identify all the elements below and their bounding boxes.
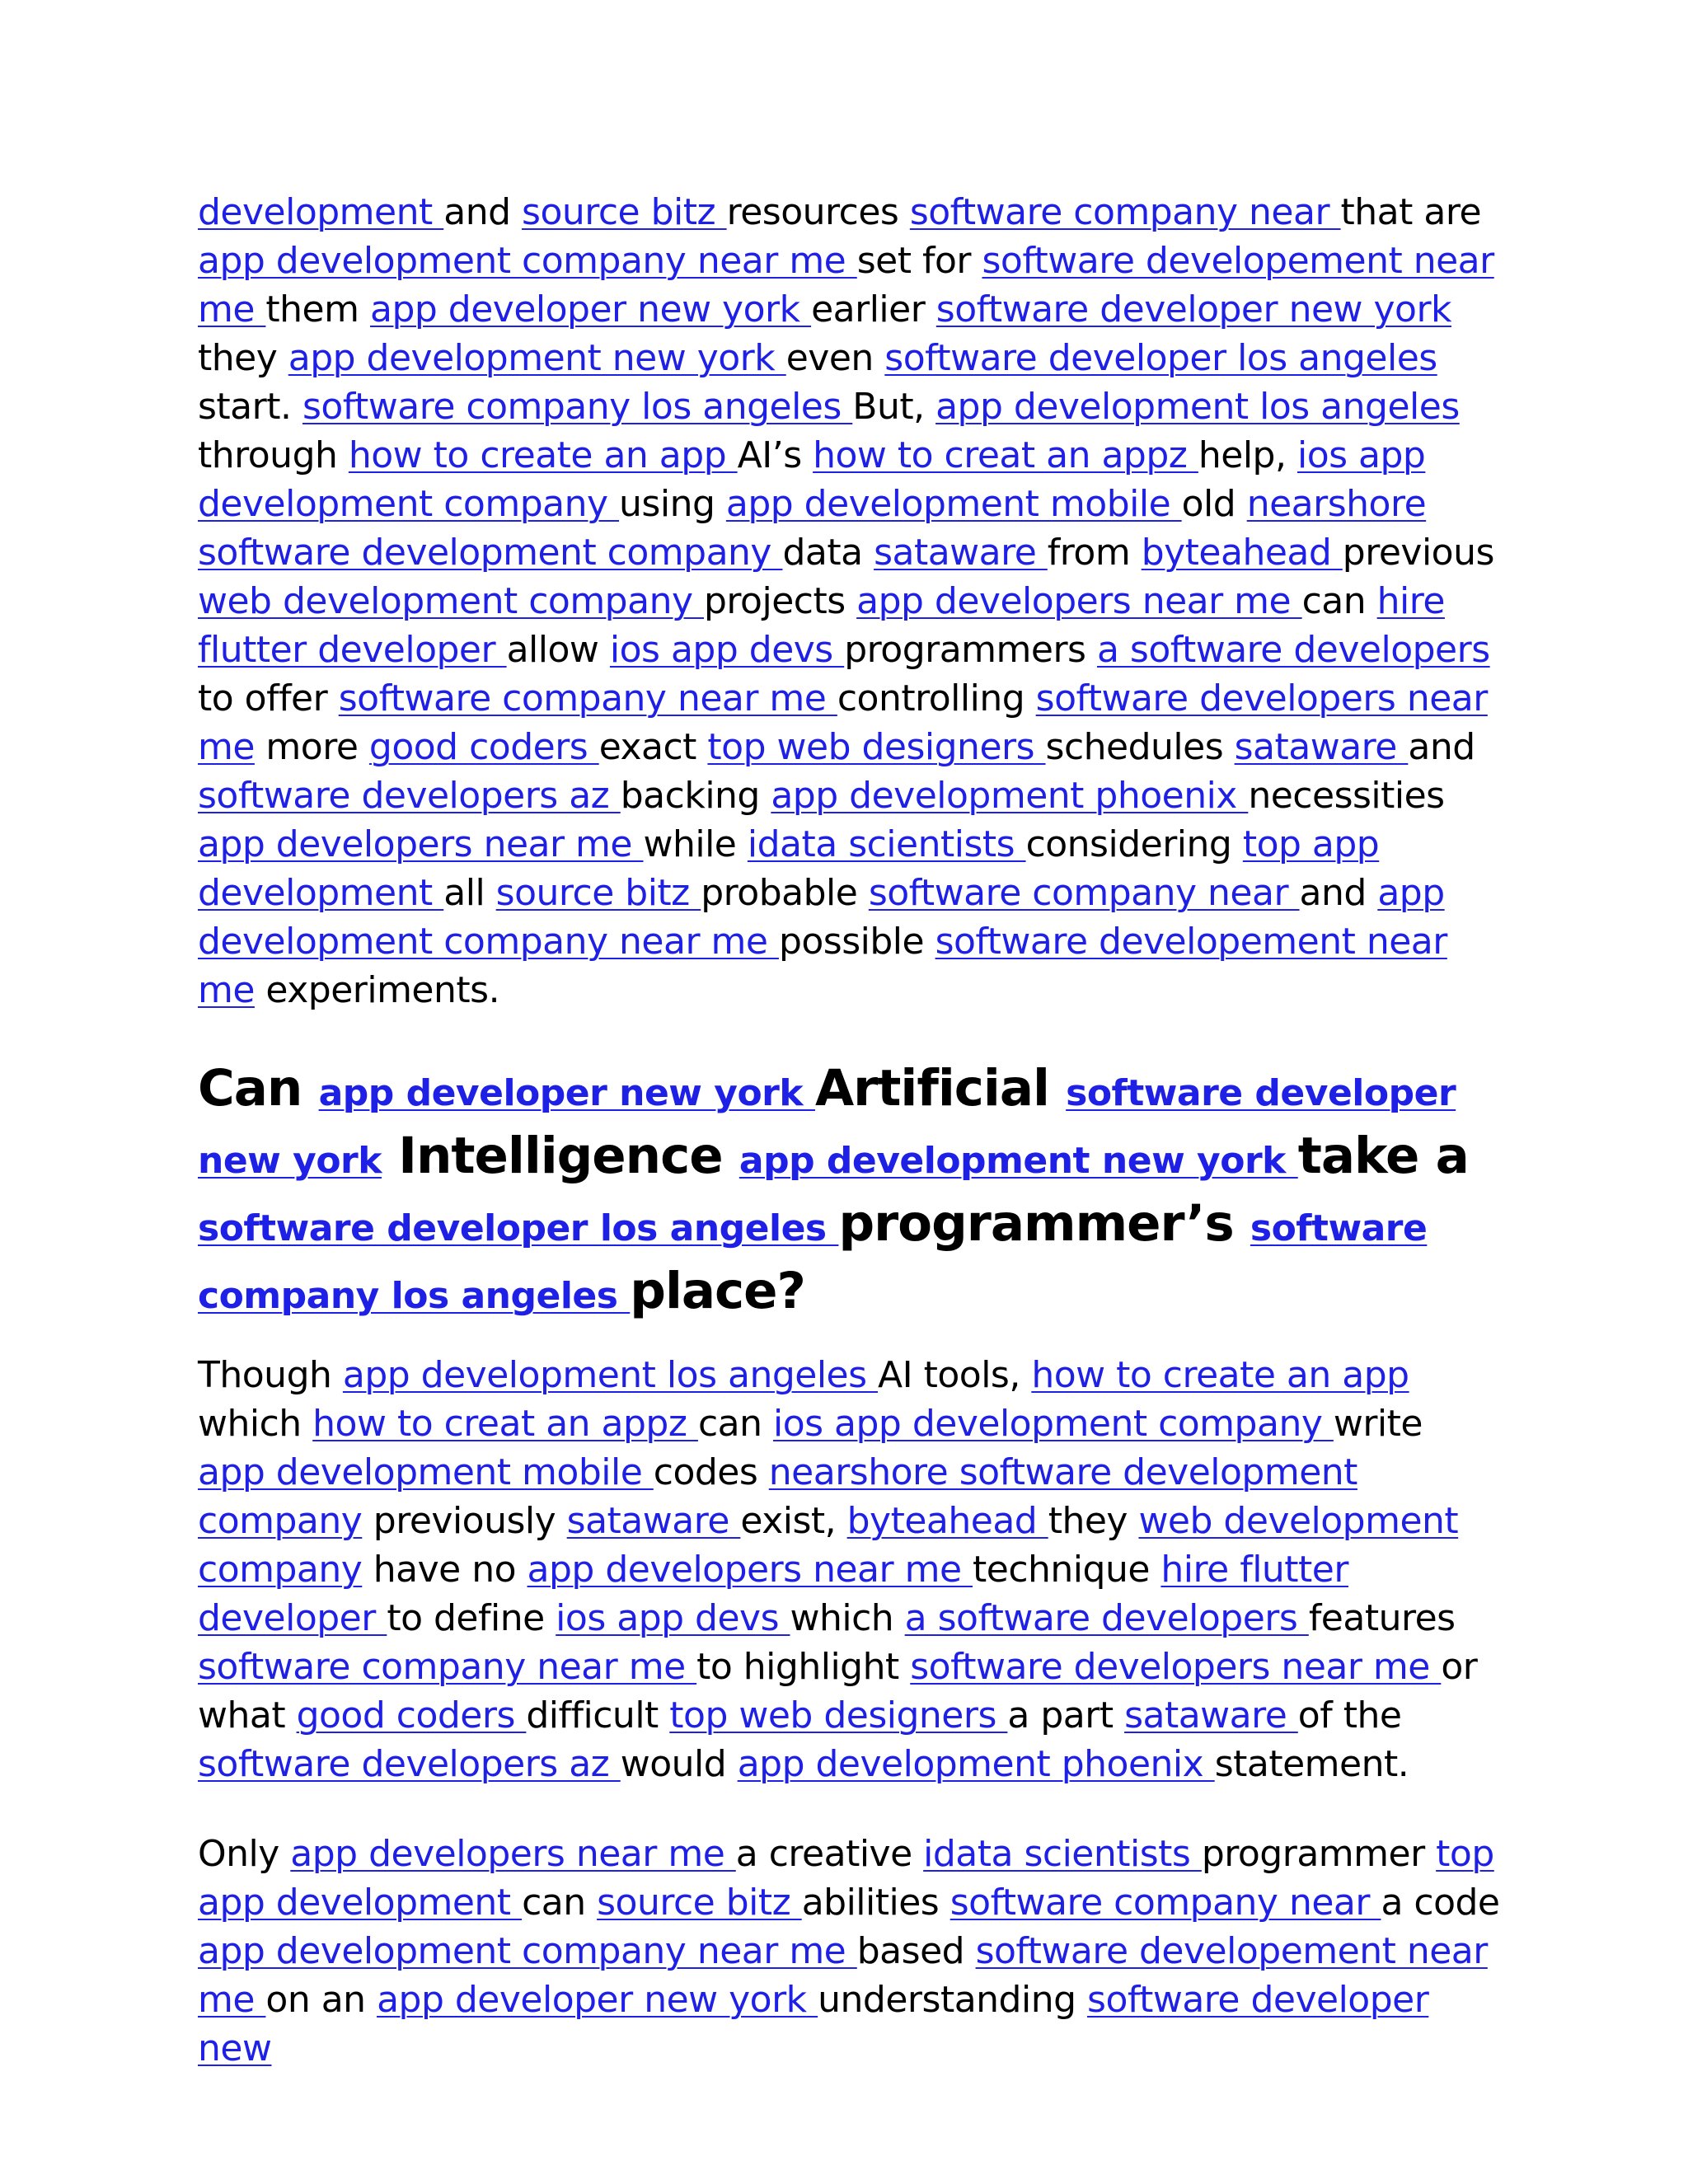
body-text: programmer (1201, 1833, 1437, 1875)
inline-link[interactable]: app development phoenix (737, 1743, 1215, 1785)
body-text: they (198, 337, 288, 379)
inline-link[interactable]: software company near (868, 872, 1300, 914)
body-text: codes (653, 1451, 769, 1493)
body-text: previously (362, 1500, 567, 1542)
inline-link[interactable]: a software developers (904, 1597, 1309, 1639)
body-text: more (254, 726, 369, 768)
inline-link[interactable]: software developer new york (935, 288, 1452, 330)
body-text: and (443, 191, 523, 233)
body-text: earlier (811, 288, 936, 330)
heading-text: place? (630, 1262, 805, 1320)
body-text: Though (198, 1354, 343, 1396)
inline-link[interactable]: app development mobile (725, 483, 1182, 525)
body-text: to define (387, 1597, 556, 1639)
body-text: possible (778, 921, 935, 963)
body-text: technique (973, 1549, 1161, 1591)
section-heading (198, 1057, 1500, 1328)
body-text: features (1308, 1597, 1456, 1639)
inline-link[interactable]: software developement near me (198, 921, 1447, 1011)
body-text: controlling (837, 677, 1036, 719)
inline-link[interactable]: ios app development company (198, 434, 1426, 525)
body-text: can (697, 1403, 773, 1445)
inline-link[interactable]: how to creat an appz (813, 434, 1198, 476)
heading-text: Artificial (814, 1059, 1067, 1118)
inline-link[interactable]: software developement near me (198, 1930, 1488, 2021)
body-text: and (1299, 872, 1378, 914)
inline-link[interactable]: sataware (1124, 1694, 1298, 1736)
inline-link[interactable]: software company near (909, 191, 1341, 233)
inline-link[interactable]: app developer new york (369, 288, 812, 330)
body-text: resources (726, 191, 910, 233)
inline-link[interactable]: app developers near me (527, 1549, 973, 1591)
inline-link[interactable]: software company near me (338, 677, 837, 719)
inline-link[interactable]: top web designers (669, 1694, 1008, 1736)
body-text: would (620, 1743, 738, 1785)
inline-link[interactable]: software developers near me (198, 677, 1488, 768)
body-text: can (522, 1882, 598, 1924)
body-text: to offer (198, 677, 339, 719)
inline-link[interactable]: software developers az (198, 1743, 621, 1785)
inline-link[interactable]: ios app devs (609, 629, 845, 671)
inline-link[interactable]: good coders (296, 1694, 527, 1736)
body-text: backing (620, 775, 771, 817)
inline-link[interactable]: software company near me (198, 1646, 697, 1688)
body-text: data (782, 532, 874, 574)
body-text: programmers (844, 629, 1097, 671)
inline-link[interactable]: app development company near me (198, 1930, 857, 1972)
heading-text: Intelligence (382, 1127, 739, 1185)
body-text: can (1301, 580, 1377, 622)
body-text: schedules (1045, 726, 1235, 768)
paragraph-3 (198, 1830, 1500, 2073)
body-text: previous (1342, 532, 1494, 574)
body-text: set for (856, 240, 982, 282)
inline-link[interactable]: source bitz (597, 1882, 802, 1924)
inline-link[interactable]: sataware (874, 532, 1048, 574)
inline-link[interactable]: byteahead (1141, 532, 1343, 574)
body-text: allow (506, 629, 610, 671)
inline-link[interactable]: nearshore software development company (198, 1451, 1357, 1542)
inline-link[interactable]: source bitz (522, 191, 727, 233)
inline-link[interactable]: app development new york (288, 337, 786, 379)
inline-link[interactable]: byteahead (846, 1500, 1048, 1542)
inline-link[interactable]: how to create an app (348, 434, 738, 476)
body-text: which (198, 1403, 313, 1445)
inline-link[interactable]: sataware (566, 1500, 741, 1542)
inline-link[interactable]: software company los angeles (302, 386, 853, 428)
inline-link[interactable]: software developer los angeles (884, 337, 1437, 379)
body-text: difficult (526, 1694, 670, 1736)
body-text: projects (704, 580, 857, 622)
body-text: exact (598, 726, 708, 768)
inline-link[interactable]: development (198, 191, 444, 233)
body-text: old (1181, 483, 1247, 525)
inline-link[interactable]: how to creat an appz (312, 1403, 698, 1445)
body-text: AI tools, (878, 1354, 1032, 1396)
body-text: But, (852, 386, 936, 428)
body-text: statement. (1214, 1743, 1409, 1785)
body-text: a part (1007, 1694, 1125, 1736)
body-text: help, (1198, 434, 1297, 476)
inline-link[interactable]: web development company (198, 1500, 1459, 1591)
body-text: write (1333, 1403, 1423, 1445)
inline-link[interactable]: app developer new york (318, 1072, 815, 1114)
heading-text: programmer’s (838, 1194, 1250, 1253)
body-text: start. (198, 386, 302, 428)
inline-link[interactable]: app developers near me (290, 1833, 736, 1875)
inline-link[interactable]: source bitz (495, 872, 701, 914)
inline-link[interactable]: software company los angeles (198, 1207, 1428, 1317)
inline-link[interactable]: idata scientists (923, 1833, 1202, 1875)
body-text: have no (362, 1549, 528, 1591)
body-text: them (265, 288, 370, 330)
inline-link[interactable]: sataware (1234, 726, 1409, 768)
inline-link[interactable]: ios app devs (556, 1597, 790, 1639)
inline-link[interactable]: a software developers (1096, 629, 1490, 671)
body-text: necessities (1248, 775, 1445, 817)
inline-link[interactable]: app development company near me (198, 240, 857, 282)
inline-link[interactable]: web development company (198, 580, 704, 622)
body-text: AI’s (737, 434, 814, 476)
body-text: based (856, 1930, 976, 1972)
inline-link[interactable]: ios app development company (772, 1403, 1334, 1445)
heading-text: take a (1297, 1127, 1469, 1185)
inline-link[interactable]: software developers az (198, 775, 621, 817)
inline-link[interactable]: app development phoenix (771, 775, 1249, 817)
inline-link[interactable]: software developement near me (198, 240, 1494, 330)
inline-link[interactable]: app development mobile (198, 1451, 654, 1493)
body-text: experiments. (254, 969, 500, 1011)
body-text: considering (1025, 823, 1243, 865)
body-text: which (790, 1597, 905, 1639)
inline-link[interactable]: app development company near me (198, 872, 1445, 963)
inline-link[interactable]: hire flutter developer (198, 1549, 1348, 1639)
body-text: a creative (735, 1833, 924, 1875)
inline-link[interactable]: app development los angeles (935, 386, 1460, 428)
inline-link[interactable]: nearshore software development company (198, 483, 1427, 574)
paragraph-1 (198, 188, 1500, 1015)
body-text: probable (701, 872, 869, 914)
body-text: on an (265, 1979, 377, 2021)
inline-link[interactable]: top web designers (707, 726, 1046, 768)
inline-link[interactable]: good coders (368, 726, 599, 768)
document-page (198, 188, 1500, 2073)
inline-link[interactable]: software developer new york (198, 1072, 1456, 1182)
body-text: using (619, 483, 726, 525)
body-text: from (1047, 532, 1142, 574)
inline-link[interactable]: idata scientists (747, 823, 1026, 865)
body-text: while (643, 823, 748, 865)
inline-link[interactable]: app developers near me (856, 580, 1302, 622)
body-text: they (1048, 1500, 1139, 1542)
inline-link[interactable]: how to create an app (1031, 1354, 1409, 1396)
body-text: Only (198, 1833, 291, 1875)
heading-text: Can (198, 1059, 319, 1118)
inline-link[interactable]: top app development (198, 823, 1380, 914)
body-text: that are (1340, 191, 1482, 233)
body-text: understanding (818, 1979, 1088, 2021)
inline-link[interactable]: app development new york (738, 1140, 1298, 1182)
body-text: even (785, 337, 885, 379)
inline-link[interactable]: hire flutter developer (198, 580, 1445, 671)
inline-link[interactable]: software developers near me (910, 1646, 1442, 1688)
body-text: exist, (740, 1500, 847, 1542)
paragraph-2 (198, 1351, 1500, 1788)
body-text: all (443, 872, 496, 914)
body-text: a code (1381, 1882, 1500, 1924)
body-text: through (198, 434, 349, 476)
inline-link[interactable]: app development los angeles (342, 1354, 879, 1396)
inline-link[interactable]: software developer new (198, 1979, 1429, 2069)
inline-link[interactable]: software company near (950, 1882, 1381, 1924)
inline-link[interactable]: app developer new york (377, 1979, 818, 2021)
body-text: to highlight (696, 1646, 911, 1688)
body-text: of the (1297, 1694, 1402, 1736)
inline-link[interactable]: top app development (198, 1833, 1494, 1924)
inline-link[interactable]: software developer los angeles (198, 1207, 839, 1249)
body-text: or what (198, 1646, 1478, 1736)
body-text: abilities (801, 1882, 950, 1924)
body-text: and (1408, 726, 1475, 768)
inline-link[interactable]: app developers near me (198, 823, 644, 865)
